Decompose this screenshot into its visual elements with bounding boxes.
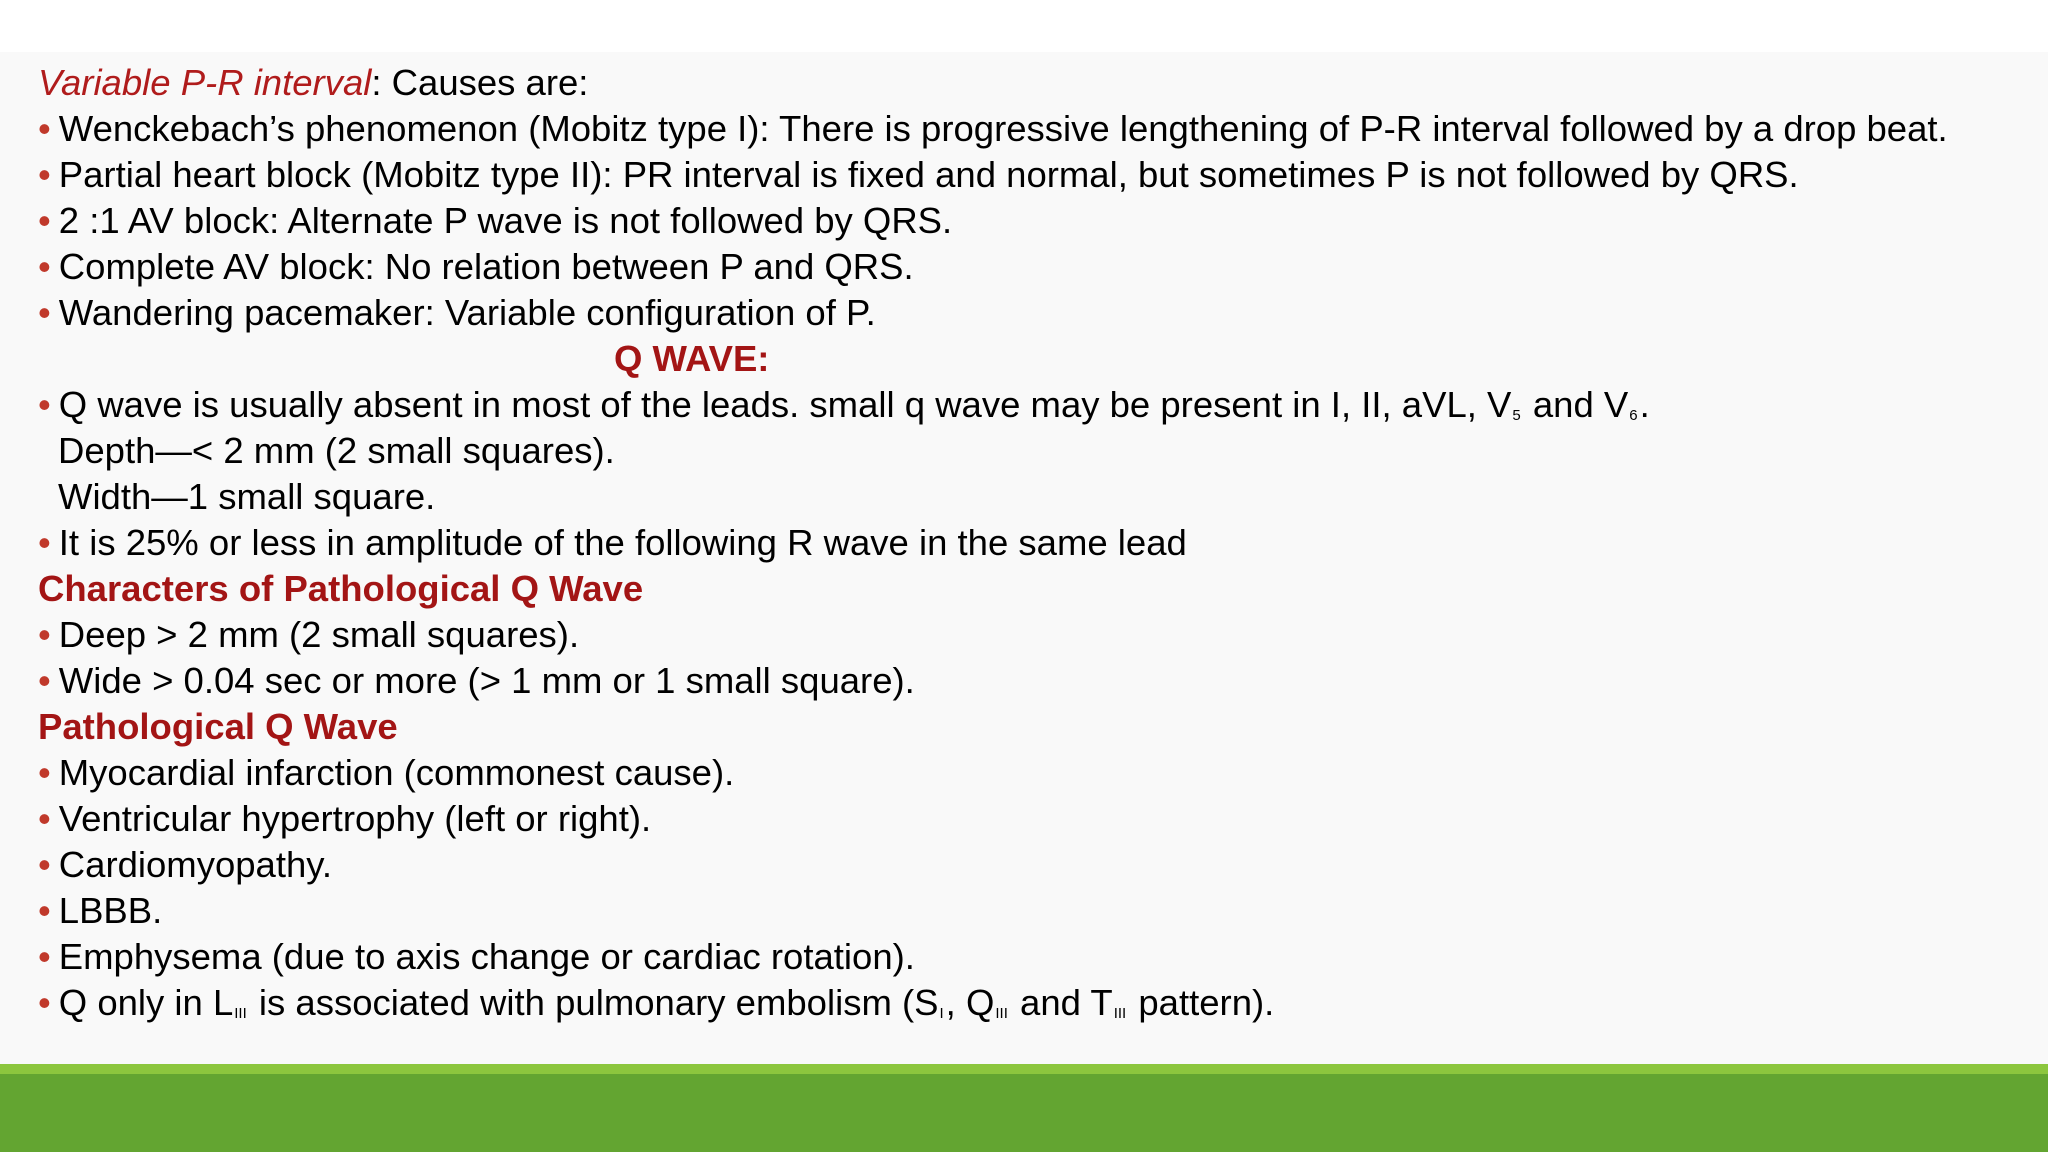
pathological-bullet-item xyxy=(38,750,2028,796)
bullet-dot: • xyxy=(38,798,51,839)
characters-bullet-item xyxy=(38,658,2028,704)
subscript-6: 6 xyxy=(1629,407,1638,424)
bullet-dot: • xyxy=(38,752,51,793)
bullet-dot: • xyxy=(38,844,51,885)
bullet-dot: • xyxy=(38,660,51,701)
amplitude-bullet-item xyxy=(38,520,2028,566)
bullet-dot: • xyxy=(38,522,51,563)
q-wave-heading: Q WAVE: xyxy=(614,338,770,379)
last-line-part4: and T xyxy=(1009,982,1113,1023)
subscript-i: I xyxy=(939,1005,944,1022)
bullet-dot: • xyxy=(38,614,51,655)
subscript-5: 5 xyxy=(1512,407,1521,424)
characters-bullet-item xyxy=(38,612,2028,658)
q-line-end: . xyxy=(1639,384,1650,425)
depth-line: Depth—< 2 mm (2 small squares). xyxy=(58,430,615,471)
bullet-text: Myocardial infarction (commonest cause). xyxy=(58,752,735,793)
bullet-dot: • xyxy=(38,246,51,287)
bullet-dot: • xyxy=(38,890,51,931)
pr-bullet-item xyxy=(38,244,2028,290)
q-wave-bullet-item xyxy=(38,382,2028,428)
footer-green-bar xyxy=(0,1074,2048,1152)
bullet-text: It is 25% or less in amplitude of the following R wave in the same lead xyxy=(58,522,1187,563)
bullet-text: Emphysema (due to axis change or cardiac rotation). xyxy=(58,936,915,977)
bullet-dot: • xyxy=(38,108,51,149)
width-line: Width—1 small square. xyxy=(58,476,436,517)
q-line-mid: and V xyxy=(1522,384,1629,425)
pr-bullet-item xyxy=(38,198,2028,244)
pr-bullet-item xyxy=(38,152,2028,198)
bullet-text: Wenckebach’s phenomenon (Mobitz type I): There is progressive lengthening of P-R interval followed by a drop beat. xyxy=(58,108,1948,149)
bullet-text: 2 :1 AV block: Alternate P wave is not followed by QRS. xyxy=(58,200,953,241)
bullet-dot: • xyxy=(38,384,51,425)
pathological-heading: Pathological Q Wave xyxy=(38,706,398,747)
bullet-dot: • xyxy=(38,292,51,333)
subscript-iii: III xyxy=(1113,1005,1127,1022)
pathological-bullet-item xyxy=(38,842,2028,888)
bullet-text: Partial heart block (Mobitz type II): PR interval is fixed and normal, but sometimes P is not followed by QRS. xyxy=(58,154,1799,195)
footer-accent-stripe xyxy=(0,1064,2048,1074)
pathological-bullet-item xyxy=(38,888,2028,934)
subscript-iii: III xyxy=(995,1005,1008,1022)
characters-heading: Characters of Pathological Q Wave xyxy=(38,568,644,609)
pathological-bullet-item xyxy=(38,934,2028,980)
bullet-text: Wide > 0.04 sec or more (> 1 mm or 1 small square). xyxy=(58,660,915,701)
bullet-text: Cardiomyopathy. xyxy=(58,844,332,885)
bullet-dot: • xyxy=(38,200,51,241)
subscript-iii: III xyxy=(234,1005,247,1022)
pr-bullet-item xyxy=(38,106,2028,152)
bullet-dot: • xyxy=(38,982,51,1023)
title-rest: : Causes are: xyxy=(371,62,589,103)
slide-text-block xyxy=(38,60,2028,1026)
last-line-part3: , Q xyxy=(945,982,995,1023)
bullet-text: Wandering pacemaker: Variable configuration of P. xyxy=(58,292,876,333)
q-line-text: Q wave is usually absent in most of the leads. small q wave may be present in I, II, aVL, V xyxy=(58,384,1512,425)
bullet-dot: • xyxy=(38,936,51,977)
bullet-text: Complete AV block: No relation between P and QRS. xyxy=(58,246,914,287)
last-line-part1: Q only in L xyxy=(58,982,234,1023)
last-line-part5: pattern). xyxy=(1128,982,1275,1023)
bullet-text: LBBB. xyxy=(58,890,163,931)
pulmonary-embolism-bullet-item xyxy=(38,980,2028,1026)
last-line-part2: is associated with pulmonary embolism (S xyxy=(248,982,939,1023)
bullet-dot: • xyxy=(38,154,51,195)
slide-title-line xyxy=(38,60,2028,106)
title-italic: Variable P-R interval xyxy=(38,62,372,103)
pr-bullet-item xyxy=(38,290,2028,336)
bullet-text: Deep > 2 mm (2 small squares). xyxy=(58,614,580,655)
bullet-text: Ventricular hypertrophy (left or right). xyxy=(58,798,652,839)
pathological-bullet-item xyxy=(38,796,2028,842)
